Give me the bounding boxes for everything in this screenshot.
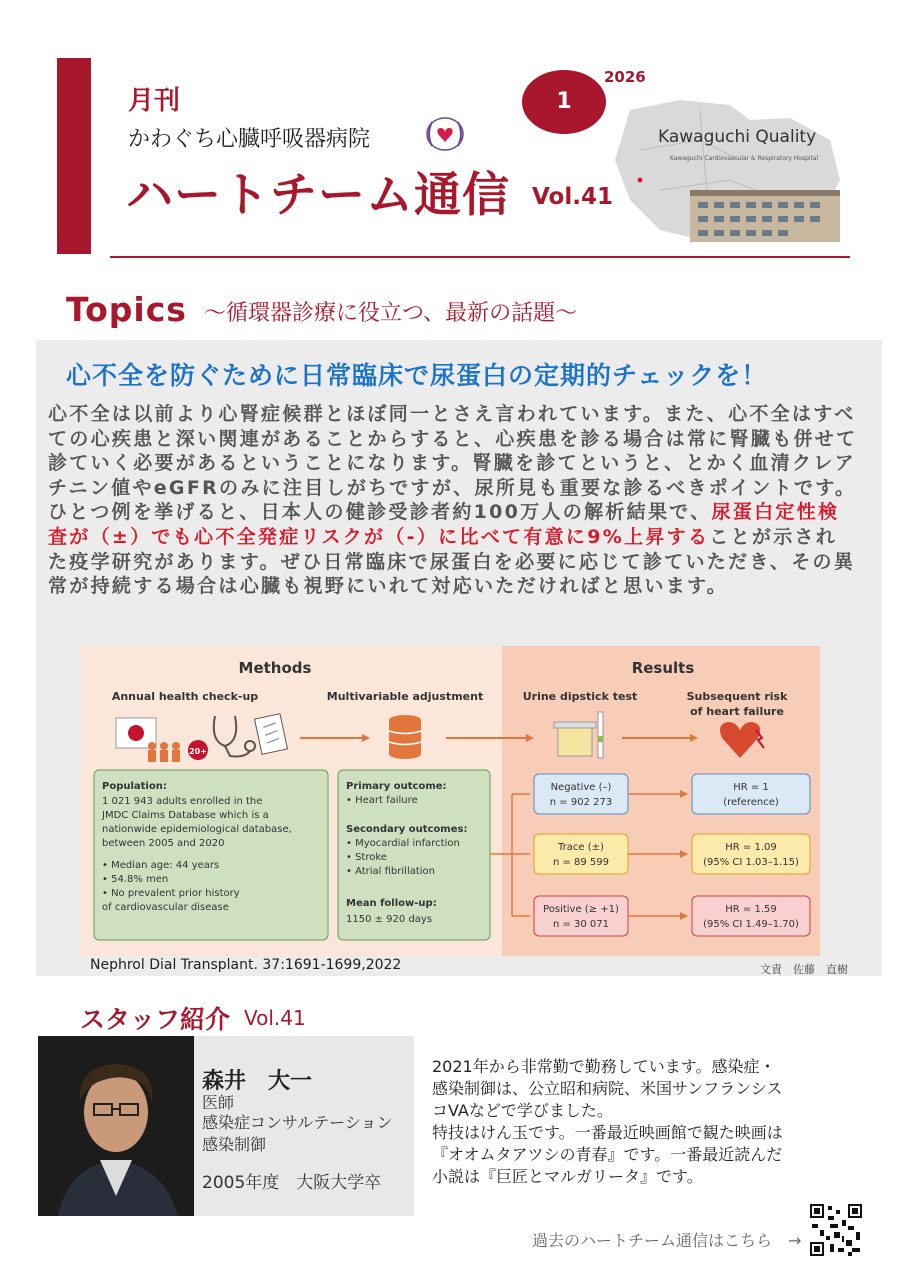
staff-vol: Vol.41 [244, 1006, 306, 1030]
brand-subtitle: Kawaguchi Cardiovascular & Respiratory Hospital [670, 155, 819, 162]
svg-text:(95% CI 1.03–1.15): (95% CI 1.03–1.15) [703, 857, 799, 868]
qr-code-icon[interactable] [808, 1202, 864, 1258]
outcomes-text: Primary outcome: • Heart failure Secondary outcomes: • Myocardial infarction • Stroke • Atrial fibrillation Mean follow-up: 1150 ± 920 days [346, 781, 468, 925]
col-risk-2: of heart failure [690, 705, 784, 718]
bio-line: コVAなどで学びました。 [432, 1101, 613, 1120]
age-badge: 20+ [189, 747, 207, 756]
col-adjustment: Multivariable adjustment [326, 690, 484, 703]
body-highlight: 尿蛋白定性検査が（±）でも心不全発症リスクが（-）に比べて有意に9%上昇する [48, 501, 840, 548]
svg-text:(reference): (reference) [723, 797, 779, 808]
svg-text:(95% CI 1.49–1.70): (95% CI 1.49–1.70) [703, 919, 799, 930]
staff-specialty-2: 感染制御 [202, 1135, 267, 1154]
study-figure [80, 646, 820, 956]
volume-number: Vol.41 [532, 184, 613, 210]
staff-section-title: スタッフ紹介 [80, 1005, 231, 1034]
year-label: 2026 [604, 68, 646, 86]
header-divider [110, 256, 850, 258]
staff-role: 医師 [202, 1093, 235, 1112]
svg-text:n = 30 071: n = 30 071 [552, 919, 610, 930]
hr-trace-box [692, 834, 810, 874]
hospital-map-image [600, 90, 850, 248]
staff-specialty-1: 感染症コンサルテーション [202, 1113, 393, 1132]
bio-line: 特技はけん玉です。一番最近映画館で観た映画は [432, 1123, 783, 1142]
bio-line: 感染制御は、公立昭和病院、米国サンフランシス [432, 1079, 783, 1098]
col-risk-1: Subsequent risk [686, 690, 788, 703]
hospital-name: かわぐち心臓呼吸器病院 [128, 127, 371, 152]
trace-box [534, 834, 628, 874]
hr-positive-box [692, 896, 810, 936]
svg-text:Trace (±): Trace (±) [558, 842, 604, 853]
people-icon [148, 742, 180, 762]
topic-headline: 心不全を防ぐために日常臨床で尿蛋白の定期的チェックを！ [66, 361, 768, 390]
bio-line: 2021年から非常勤で勤務しています。感染症・ [432, 1057, 776, 1076]
author-credit: 文責 佐藤 直樹 [760, 963, 848, 976]
database-icon [389, 715, 421, 759]
body-text-end: ことが示された疫学研究があります。ぜひ日常臨床で尿蛋白を必要に応じて診ていただき、その異常が持続する場合は心臓も視野にいれて対応いただければと思います。 [48, 525, 856, 598]
brand-name: Kawaguchi Quality [658, 127, 817, 147]
svg-text:HR = 1.09: HR = 1.09 [725, 842, 777, 853]
hr-reference-box [692, 774, 810, 814]
past-issues-link[interactable]: 過去のハートチーム通信はこちら → [532, 1231, 802, 1250]
topics-label: Topics [66, 290, 187, 329]
results-heading: Results [631, 659, 695, 677]
svg-text:Positive (≥ +1): Positive (≥ +1) [543, 904, 619, 915]
negative-box [534, 774, 628, 814]
newsletter-title: ハートチーム通信 [126, 168, 510, 223]
col-dipstick: Urine dipstick test [522, 690, 638, 703]
monthly-label: 月刊 [128, 86, 181, 116]
body-text: 心不全は以前より心腎症候群とほぼ同一とさえ言われています。また、心不全はすべての心疾患と深い関連があることからすると、心疾患を診る場合は常に腎臓も併せて診ていく必要があるということになります。腎臓を診てというと、とかく血清クレアチニン値やeGFRのみに注目しがちですが、尿所見も重要な診るべきポイントです。ひとつ例を挙げると、日本人の健診受診者約100万人の解析結果で、 [48, 403, 858, 524]
col-checkup: Annual health check-up [111, 690, 259, 703]
svg-text:n = 89 599: n = 89 599 [552, 857, 610, 868]
bio-line: 『オオムタアツシの青春』です。一番最近読んだ [432, 1145, 783, 1164]
hospital-logo-icon [420, 114, 470, 158]
svg-text:HR = 1: HR = 1 [733, 782, 769, 793]
topic-body [48, 402, 858, 599]
topics-subtitle: ～循環器診療に役立つ、最新の話題～ [204, 301, 578, 326]
svg-text:Negative (–): Negative (–) [550, 782, 612, 793]
staff-bio [432, 1056, 852, 1188]
header-accent-bar [57, 58, 91, 254]
positive-box [534, 896, 628, 936]
citation: Nephrol Dial Transplant. 37:1691-1699,2022 [90, 957, 402, 973]
population-text: Population: 1 021 943 adults enrolled in the JMDC Claims Database which is a nationwide epidemiological database, between 2005 and 2020 • Median age: 44 years • 54.8% men • No prevalent prior history of cardiovascular disease [102, 781, 292, 913]
svg-text:n = 902 273: n = 902 273 [549, 797, 613, 808]
svg-text:HR = 1.59: HR = 1.59 [725, 904, 777, 915]
methods-heading: Methods [238, 659, 312, 677]
month-badge: 1 [522, 70, 606, 134]
staff-graduation: 2005年度 大阪大学卒 [202, 1173, 382, 1193]
bio-line: 小説は『巨匠とマルガリータ』です。 [432, 1167, 703, 1186]
staff-name: 森井 大一 [202, 1069, 313, 1094]
staff-photo [38, 1036, 194, 1216]
